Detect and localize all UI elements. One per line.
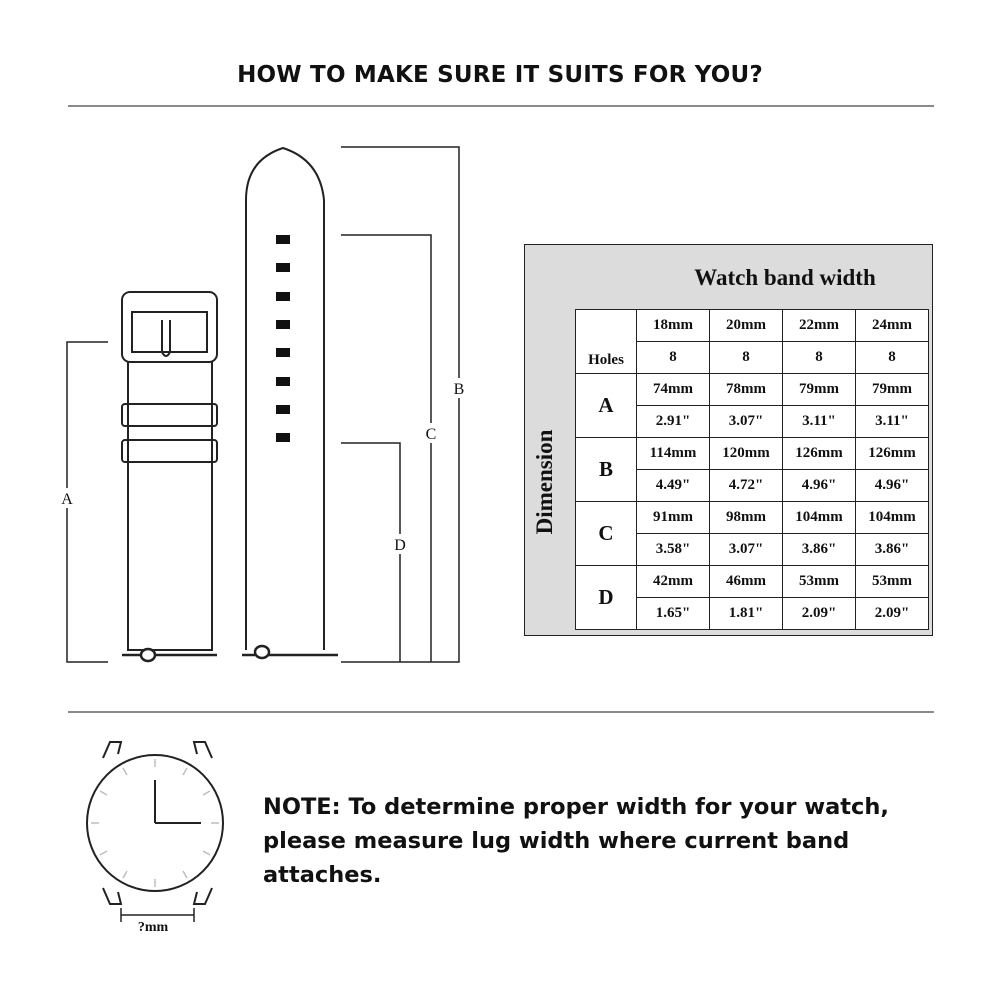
note-text	[263, 790, 963, 892]
holes-cell: 8	[637, 342, 710, 374]
inch-cell: 1.65"	[637, 598, 710, 630]
strap-holes	[276, 235, 290, 442]
middle-divider	[68, 711, 934, 713]
buckle-strap	[122, 292, 217, 655]
dimension-c-bracket	[341, 235, 431, 662]
row-label-c: C	[576, 502, 637, 566]
note-line-2: please measure lug width where current band attaches.	[263, 828, 850, 888]
strap-hole	[276, 433, 290, 442]
table-row	[576, 438, 929, 470]
dimension-b-label: B	[453, 381, 465, 398]
strap-hole	[276, 377, 290, 386]
mm-cell: 79mm	[783, 374, 856, 406]
holes-cell: 8	[783, 342, 856, 374]
lug-width-label: ?mm	[137, 920, 169, 935]
watch-lug-bottom-right	[194, 888, 212, 904]
strap-hole	[276, 263, 290, 272]
mm-cell: 126mm	[783, 438, 856, 470]
dimension-d-label: D	[394, 537, 406, 554]
watch-lug-top-right	[194, 742, 212, 758]
dimension-a-label: A	[61, 491, 73, 508]
mm-cell: 53mm	[783, 566, 856, 598]
mm-cell: 74mm	[637, 374, 710, 406]
mm-cell: 42mm	[637, 566, 710, 598]
mm-cell: 78mm	[710, 374, 783, 406]
table-row	[576, 374, 929, 406]
mm-cell: 53mm	[856, 566, 929, 598]
inch-cell: 3.11"	[783, 406, 856, 438]
inch-cell: 2.91"	[637, 406, 710, 438]
watch-lug-top-left	[103, 742, 121, 758]
tail-quick-release-pin	[255, 646, 269, 658]
inch-cell: 3.58"	[637, 534, 710, 566]
inch-cell: 4.96"	[856, 470, 929, 502]
mm-cell: 46mm	[710, 566, 783, 598]
inch-cell: 4.49"	[637, 470, 710, 502]
buckle-strap-body	[128, 362, 212, 650]
table-row	[576, 566, 929, 598]
keeper-loop-2	[122, 440, 217, 462]
buckle-prong	[162, 320, 170, 356]
row-label-a: A	[576, 374, 637, 438]
mm-cell: 120mm	[710, 438, 783, 470]
table-row	[576, 502, 929, 534]
inch-cell: 2.09"	[783, 598, 856, 630]
quick-release-pin	[141, 649, 155, 661]
size-grid	[575, 309, 929, 630]
width-header: 24mm	[856, 310, 929, 342]
mm-cell: 104mm	[856, 502, 929, 534]
mm-cell: 114mm	[637, 438, 710, 470]
table-title: Watch band width	[694, 265, 876, 290]
inch-cell: 3.86"	[783, 534, 856, 566]
width-header: 18mm	[637, 310, 710, 342]
mm-cell: 79mm	[856, 374, 929, 406]
table-row	[576, 310, 929, 342]
strap-hole	[276, 405, 290, 414]
mm-cell: 91mm	[637, 502, 710, 534]
mm-cell: 126mm	[856, 438, 929, 470]
inch-cell: 3.07"	[710, 406, 783, 438]
holes-cell: 8	[710, 342, 783, 374]
size-table	[524, 244, 933, 636]
tail-strap-body	[246, 148, 324, 650]
inch-cell: 3.07"	[710, 534, 783, 566]
strap-hole	[276, 348, 290, 357]
row-label-b: B	[576, 438, 637, 502]
inch-cell: 3.86"	[856, 534, 929, 566]
page-title: HOW TO MAKE SURE IT SUITS FOR YOU?	[237, 62, 763, 88]
strap-hole	[276, 320, 290, 329]
row-label-d: D	[576, 566, 637, 630]
inch-cell: 4.96"	[783, 470, 856, 502]
tail-strap	[242, 148, 338, 655]
holes-cell: 8	[856, 342, 929, 374]
width-header: 20mm	[710, 310, 783, 342]
strap-hole	[276, 292, 290, 301]
dimension-side-label: Dimension	[532, 429, 557, 535]
watch-lug-bottom-left	[103, 888, 121, 904]
holes-header: Holes	[576, 310, 637, 374]
strap-hole	[276, 235, 290, 244]
inch-cell: 4.72"	[710, 470, 783, 502]
dimension-c-label: C	[425, 426, 437, 443]
keeper-loop-1	[122, 404, 217, 426]
mm-cell: 104mm	[783, 502, 856, 534]
inch-cell: 2.09"	[856, 598, 929, 630]
width-header: 22mm	[783, 310, 856, 342]
inch-cell: 3.11"	[856, 406, 929, 438]
mm-cell: 98mm	[710, 502, 783, 534]
inch-cell: 1.81"	[710, 598, 783, 630]
note-line-1: NOTE: To determine proper width for your watch,	[263, 794, 889, 820]
